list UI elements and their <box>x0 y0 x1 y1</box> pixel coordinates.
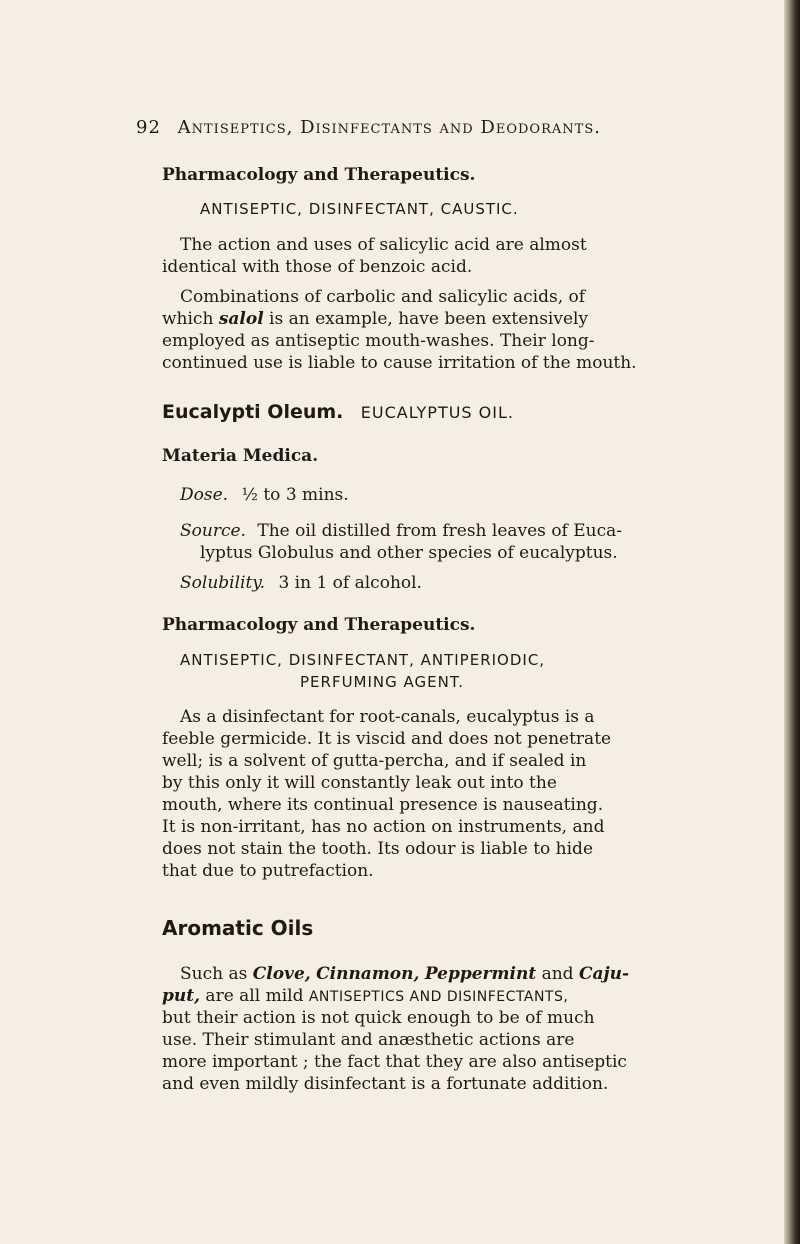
aromatic-oils-heading: Aromatic Oils <box>162 916 314 940</box>
classification-label: ANTISEPTIC, DISINFECTANT, ANTIPERIODIC, <box>180 651 546 669</box>
cajuput-term: Caju- <box>578 964 630 984</box>
solubility-label: Solubility. <box>180 573 266 593</box>
paragraph-line: use. Their stimulant and anæsthetic actions are <box>162 1030 575 1050</box>
paragraph-line: that due to putrefaction. <box>162 861 374 881</box>
paragraph-line: It is non-irritant, has no action on instruments, and <box>162 817 605 837</box>
paragraph-line: Such as Clove, Cinnamon, Peppermint and Caju- <box>180 964 630 984</box>
peppermint-term: Peppermint <box>424 964 537 984</box>
paragraph-line: by this only it will constantly leak out into the <box>162 773 557 793</box>
materia-medica-heading: Materia Medica. <box>162 446 319 466</box>
dose-value: ½ to 3 mins. <box>241 485 349 505</box>
paragraph-line: identical with those of benzoic acid. <box>162 257 473 277</box>
solubility-value: 3 in 1 of alcohol. <box>278 573 422 593</box>
source-continuation: lyptus Globulus and other species of eucalyptus. <box>200 543 618 563</box>
running-title: Antiseptics, Disinfectants and Deodorants. <box>177 117 601 138</box>
paragraph-line: continued use is liable to cause irritation of the mouth. <box>162 353 637 373</box>
running-head <box>136 117 601 139</box>
cinnamon-term: Cinnamon, <box>316 964 420 984</box>
paragraph-line: which salol is an example, have been extensively <box>162 309 589 329</box>
clove-term: Clove, <box>252 964 311 984</box>
classification-label: ANTISEPTIC, DISINFECTANT, CAUSTIC. <box>200 200 519 218</box>
salol-term: salol <box>218 309 264 329</box>
pharmacology-heading: Pharmacology and Therapeutics. <box>162 165 476 185</box>
paragraph-line: well; is a solvent of gutta-percha, and if sealed in <box>162 751 587 771</box>
dose-label: Dose. <box>180 485 229 505</box>
paragraph-line: employed as antiseptic mouth-washes. Their long- <box>162 331 595 351</box>
dose-line <box>180 484 349 506</box>
solubility-line <box>180 572 422 594</box>
source-line <box>180 520 622 542</box>
paragraph-line: more important ; the fact that they are also antiseptic <box>162 1052 627 1072</box>
paragraph-line: mouth, where its continual presence is nauseating. <box>162 795 604 815</box>
classification-label: PERFUMING AGENT. <box>300 673 465 691</box>
paragraph-line: put, are all mild ANTISEPTICS AND DISINFECTANTS, <box>162 986 569 1006</box>
page-number: 92 <box>136 117 161 138</box>
paragraph-line: The action and uses of salicylic acid are almost <box>180 235 587 255</box>
paragraph-line: feeble germicide. It is viscid and does not penetrate <box>162 729 612 749</box>
paragraph-line: and even mildly disinfectant is a fortunate addition. <box>162 1074 609 1094</box>
paragraph-line: but their action is not quick enough to be of much <box>162 1008 595 1028</box>
page-binding-edge <box>784 0 800 1244</box>
source-label: Source. <box>180 521 246 541</box>
paragraph-line: Combinations of carbolic and salicylic acids, of <box>180 287 586 307</box>
eucalyptus-subtitle: EUCALYPTUS OIL. <box>360 403 514 422</box>
classification-inline: ANTISEPTICS AND DISINFECTANTS, <box>308 989 569 1005</box>
cajuput-term-cont: put, <box>162 986 201 1006</box>
source-text: The oil distilled from fresh leaves of Euca- <box>257 521 623 541</box>
paragraph-line: does not stain the tooth. Its odour is liable to hide <box>162 839 594 859</box>
eucalyptus-title: Eucalypti Oleum. <box>162 401 344 423</box>
paragraph-line: As a disinfectant for root-canals, eucalyptus is a <box>180 707 595 727</box>
eucalyptus-heading <box>162 401 514 424</box>
pharmacology-heading: Pharmacology and Therapeutics. <box>162 615 476 635</box>
